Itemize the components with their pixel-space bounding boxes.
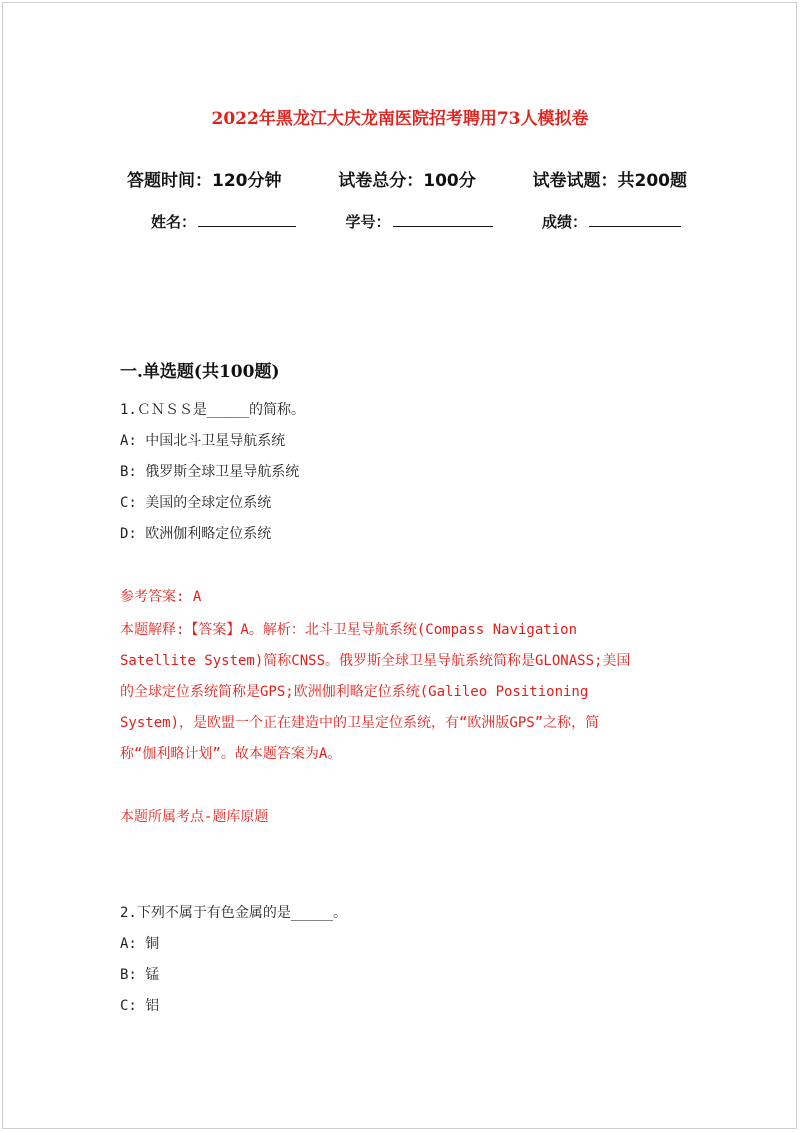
exam-time: 答题时间：120分钟 — [127, 171, 282, 191]
id-field — [345, 211, 492, 232]
question-2-option-a: A: 铜 — [120, 936, 160, 952]
explanation-line: System)，是欧盟一个正在建造中的卫星定位系统，有“欧洲版GPS”之称，简 — [120, 715, 600, 731]
name-label: 姓名： — [151, 213, 197, 231]
question-2-stem: 2.下列不属于有色金属的是_____。 — [120, 905, 348, 921]
question-2-option-b: B: 锰 — [120, 967, 160, 983]
exam-question-count: 试卷试题：共200题 — [532, 171, 687, 191]
question-2-option-c: C: 铝 — [120, 998, 160, 1014]
exam-meta — [127, 166, 687, 191]
id-label: 学号： — [345, 213, 391, 231]
explanation-line: 的全球定位系统简称是GPS;欧洲伽利略定位系统(Galileo Positioning — [120, 684, 589, 700]
score-field — [542, 211, 681, 232]
student-fields — [151, 211, 681, 232]
id-blank[interactable] — [393, 212, 493, 227]
section-heading: 一.单选题(共100题) — [120, 362, 280, 382]
question-1-explanation — [120, 615, 680, 770]
score-blank[interactable] — [589, 212, 681, 227]
exam-title: 2022年黑龙江大庆龙南医院招考聘用73人模拟卷 — [211, 109, 589, 129]
explanation-line: 本题解释:【答案】A。解析：北斗卫星导航系统(Compass Navigation — [120, 622, 578, 638]
explanation-line: 称“伽利略计划”。故本题答案为A。 — [120, 746, 342, 762]
question-1-source: 本题所属考点-题库原题 — [120, 809, 269, 825]
explanation-line: Satellite System)简称CNSS。俄罗斯全球卫星导航系统简称是GLONASS;美国 — [120, 653, 631, 669]
question-1-stem: 1.ＣＮＳＳ是_____的简称。 — [120, 402, 306, 418]
question-1-option-a: A: 中国北斗卫星导航系统 — [120, 433, 286, 449]
question-1-option-b: B: 俄罗斯全球卫星导航系统 — [120, 464, 300, 480]
question-1-option-d: D: 欧洲伽利略定位系统 — [120, 526, 272, 542]
question-1-option-c: C: 美国的全球定位系统 — [120, 495, 272, 511]
question-1-answer: 参考答案: A — [120, 589, 202, 605]
score-label: 成绩： — [541, 213, 587, 231]
exam-total-score: 试卷总分：100分 — [338, 171, 476, 191]
name-field — [151, 211, 296, 232]
name-blank[interactable] — [198, 212, 296, 227]
